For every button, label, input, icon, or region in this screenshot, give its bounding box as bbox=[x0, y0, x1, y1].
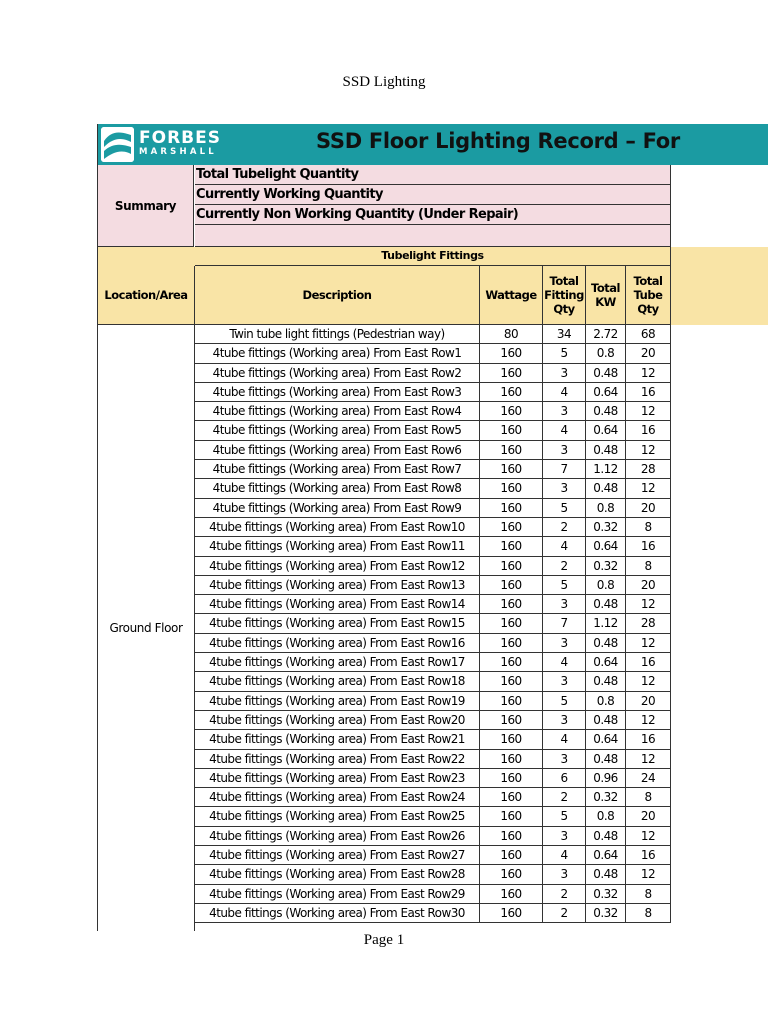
tube-qty-cell: 20 bbox=[626, 576, 671, 594]
tube-qty-cell: 12 bbox=[626, 634, 671, 652]
table-row bbox=[195, 325, 671, 344]
fitting-qty-cell: 5 bbox=[543, 576, 586, 594]
tube-qty-cell: 20 bbox=[626, 807, 671, 825]
kw-cell: 0.32 bbox=[586, 904, 626, 922]
wattage-cell: 160 bbox=[480, 634, 543, 652]
kw-cell: 0.48 bbox=[586, 364, 626, 382]
location-cell: Ground Floor bbox=[98, 325, 195, 931]
tube-qty-cell: 20 bbox=[626, 344, 671, 362]
tube-qty-cell: 12 bbox=[626, 364, 671, 382]
description-cell: 4tube fittings (Working area) From East Row29 bbox=[195, 885, 480, 903]
kw-cell: 0.32 bbox=[586, 557, 626, 575]
table-row bbox=[195, 653, 671, 672]
wattage-cell: 160 bbox=[480, 499, 543, 517]
tube-qty-cell: 12 bbox=[626, 479, 671, 497]
fitting-qty-cell: 2 bbox=[543, 904, 586, 922]
kw-cell: 0.48 bbox=[586, 827, 626, 845]
kw-cell: 0.8 bbox=[586, 692, 626, 710]
tube-qty-cell: 16 bbox=[626, 537, 671, 555]
kw-cell: 0.64 bbox=[586, 421, 626, 439]
wattage-cell: 160 bbox=[480, 692, 543, 710]
table-row bbox=[195, 421, 671, 440]
summary-block bbox=[97, 165, 768, 247]
table-row bbox=[195, 750, 671, 769]
kw-cell: 0.48 bbox=[586, 402, 626, 420]
kw-cell: 2.72 bbox=[586, 325, 626, 343]
description-cell: 4tube fittings (Working area) From East Row26 bbox=[195, 827, 480, 845]
kw-cell: 0.64 bbox=[586, 383, 626, 401]
description-cell: 4tube fittings (Working area) From East Row2 bbox=[195, 364, 480, 382]
tube-qty-cell: 28 bbox=[626, 614, 671, 632]
table-row bbox=[195, 479, 671, 498]
kw-cell: 0.32 bbox=[586, 518, 626, 536]
kw-cell: 0.48 bbox=[586, 750, 626, 768]
kw-cell: 0.48 bbox=[586, 711, 626, 729]
wattage-cell: 160 bbox=[480, 672, 543, 690]
wattage-cell: 160 bbox=[480, 518, 543, 536]
description-cell: 4tube fittings (Working area) From East Row20 bbox=[195, 711, 480, 729]
table-row bbox=[195, 576, 671, 595]
kw-cell: 0.48 bbox=[586, 595, 626, 613]
wattage-cell: 160 bbox=[480, 769, 543, 787]
fitting-qty-cell: 3 bbox=[543, 827, 586, 845]
data-rows bbox=[195, 325, 671, 923]
column-header-fitting-qty bbox=[543, 266, 586, 325]
fitting-qty-cell: 4 bbox=[543, 846, 586, 864]
tube-qty-cell: 16 bbox=[626, 421, 671, 439]
column-header-description: Description bbox=[195, 266, 480, 325]
tube-qty-cell: 8 bbox=[626, 885, 671, 903]
fitting-qty-cell: 5 bbox=[543, 692, 586, 710]
column-header-fitting-qty-line: Total bbox=[549, 274, 579, 288]
fitting-qty-cell: 2 bbox=[543, 788, 586, 806]
tube-qty-cell: 8 bbox=[626, 518, 671, 536]
table-row bbox=[195, 518, 671, 537]
table-row bbox=[195, 557, 671, 576]
description-cell: 4tube fittings (Working area) From East Row9 bbox=[195, 499, 480, 517]
description-cell: 4tube fittings (Working area) From East Row3 bbox=[195, 383, 480, 401]
column-header-row bbox=[97, 266, 768, 325]
table-row bbox=[195, 383, 671, 402]
brand-name-top: FORBES bbox=[139, 128, 221, 148]
table-row bbox=[195, 865, 671, 884]
fitting-qty-cell: 5 bbox=[543, 344, 586, 362]
table-row bbox=[195, 711, 671, 730]
column-header-kw-line: Total bbox=[591, 281, 620, 295]
kw-cell: 0.64 bbox=[586, 846, 626, 864]
page-header: SSD Lighting bbox=[342, 74, 426, 90]
tube-qty-cell: 8 bbox=[626, 557, 671, 575]
fitting-qty-cell: 2 bbox=[543, 557, 586, 575]
tube-qty-cell: 16 bbox=[626, 730, 671, 748]
wattage-cell: 160 bbox=[480, 364, 543, 382]
fitting-qty-cell: 2 bbox=[543, 518, 586, 536]
tube-qty-cell: 12 bbox=[626, 711, 671, 729]
wattage-cell: 160 bbox=[480, 383, 543, 401]
wattage-cell: 160 bbox=[480, 479, 543, 497]
fitting-qty-cell: 5 bbox=[543, 807, 586, 825]
kw-cell: 0.32 bbox=[586, 788, 626, 806]
table-row bbox=[195, 614, 671, 633]
brand-name-bottom: MARSHALL bbox=[139, 147, 217, 157]
fitting-qty-cell: 3 bbox=[543, 479, 586, 497]
column-header-tube-qty bbox=[626, 266, 671, 325]
fitting-qty-cell: 3 bbox=[543, 672, 586, 690]
tube-qty-cell: 12 bbox=[626, 672, 671, 690]
kw-cell: 0.8 bbox=[586, 344, 626, 362]
tube-qty-cell: 12 bbox=[626, 402, 671, 420]
kw-cell: 1.12 bbox=[586, 614, 626, 632]
wattage-cell: 160 bbox=[480, 711, 543, 729]
section-title: Tubelight Fittings bbox=[195, 247, 671, 266]
description-cell: 4tube fittings (Working area) From East Row14 bbox=[195, 595, 480, 613]
description-cell: 4tube fittings (Working area) From East Row6 bbox=[195, 441, 480, 459]
column-header-fitting-qty-line: Qty bbox=[553, 302, 575, 316]
kw-cell: 0.48 bbox=[586, 865, 626, 883]
table-row bbox=[195, 769, 671, 788]
kw-cell: 0.48 bbox=[586, 672, 626, 690]
column-header-location: Location/Area bbox=[98, 266, 195, 325]
description-cell: 4tube fittings (Working area) From East Row21 bbox=[195, 730, 480, 748]
tube-qty-cell: 8 bbox=[626, 788, 671, 806]
table-row bbox=[195, 344, 671, 363]
description-cell: 4tube fittings (Working area) From East Row1 bbox=[195, 344, 480, 362]
fitting-qty-cell: 7 bbox=[543, 614, 586, 632]
column-header-tube-qty-line: Total bbox=[633, 274, 663, 288]
description-cell: 4tube fittings (Working area) From East Row19 bbox=[195, 692, 480, 710]
description-cell: 4tube fittings (Working area) From East Row8 bbox=[195, 479, 480, 497]
description-cell: 4tube fittings (Working area) From East Row23 bbox=[195, 769, 480, 787]
tube-qty-cell: 68 bbox=[626, 325, 671, 343]
fitting-qty-cell: 3 bbox=[543, 750, 586, 768]
table-row bbox=[195, 595, 671, 614]
description-cell: 4tube fittings (Working area) From East Row17 bbox=[195, 653, 480, 671]
wattage-cell: 160 bbox=[480, 344, 543, 362]
summary-rows bbox=[195, 165, 671, 247]
wattage-cell: 160 bbox=[480, 653, 543, 671]
fitting-qty-cell: 4 bbox=[543, 421, 586, 439]
table-row bbox=[195, 807, 671, 826]
wattage-cell: 160 bbox=[480, 576, 543, 594]
tube-qty-cell: 12 bbox=[626, 865, 671, 883]
tube-qty-cell: 12 bbox=[626, 750, 671, 768]
description-cell: 4tube fittings (Working area) From East Row16 bbox=[195, 634, 480, 652]
description-cell: 4tube fittings (Working area) From East Row5 bbox=[195, 421, 480, 439]
fitting-qty-cell: 6 bbox=[543, 769, 586, 787]
tube-qty-cell: 16 bbox=[626, 653, 671, 671]
table-row bbox=[195, 730, 671, 749]
wattage-cell: 160 bbox=[480, 614, 543, 632]
description-cell: 4tube fittings (Working area) From East Row4 bbox=[195, 402, 480, 420]
description-cell: 4tube fittings (Working area) From East Row10 bbox=[195, 518, 480, 536]
kw-cell: 0.48 bbox=[586, 441, 626, 459]
table-row bbox=[195, 537, 671, 556]
fitting-qty-cell: 3 bbox=[543, 865, 586, 883]
wattage-cell: 160 bbox=[480, 865, 543, 883]
wattage-cell: 160 bbox=[480, 557, 543, 575]
fitting-qty-cell: 2 bbox=[543, 885, 586, 903]
fitting-qty-cell: 3 bbox=[543, 595, 586, 613]
wattage-cell: 160 bbox=[480, 421, 543, 439]
brand-wordmark bbox=[139, 130, 221, 158]
kw-cell: 0.48 bbox=[586, 634, 626, 652]
kw-cell: 0.64 bbox=[586, 653, 626, 671]
table-row bbox=[195, 846, 671, 865]
kw-cell: 0.8 bbox=[586, 576, 626, 594]
column-header-kw-line: KW bbox=[595, 295, 616, 309]
kw-cell: 0.8 bbox=[586, 499, 626, 517]
wattage-cell: 160 bbox=[480, 730, 543, 748]
fitting-qty-cell: 4 bbox=[543, 537, 586, 555]
fitting-qty-cell: 3 bbox=[543, 364, 586, 382]
fitting-qty-cell: 4 bbox=[543, 653, 586, 671]
table-row bbox=[195, 499, 671, 518]
wattage-cell: 160 bbox=[480, 537, 543, 555]
table-row bbox=[195, 634, 671, 653]
description-cell: 4tube fittings (Working area) From East Row22 bbox=[195, 750, 480, 768]
wattage-cell: 160 bbox=[480, 807, 543, 825]
kw-cell: 0.48 bbox=[586, 479, 626, 497]
table-row bbox=[195, 672, 671, 691]
column-header-tube-qty-line: Tube bbox=[633, 288, 663, 302]
lighting-record-sheet bbox=[97, 124, 768, 931]
column-header-tube-qty-line: Qty bbox=[637, 302, 659, 316]
description-cell: 4tube fittings (Working area) From East Row27 bbox=[195, 846, 480, 864]
fitting-qty-cell: 4 bbox=[543, 383, 586, 401]
summary-row-blank bbox=[195, 225, 671, 247]
tube-qty-cell: 28 bbox=[626, 460, 671, 478]
fitting-qty-cell: 7 bbox=[543, 460, 586, 478]
summary-row-total: Total Tubelight Quantity bbox=[195, 165, 671, 185]
wattage-cell: 160 bbox=[480, 402, 543, 420]
fitting-qty-cell: 5 bbox=[543, 499, 586, 517]
fitting-qty-cell: 3 bbox=[543, 441, 586, 459]
table-row bbox=[195, 885, 671, 904]
wattage-cell: 160 bbox=[480, 750, 543, 768]
table-row bbox=[195, 904, 671, 923]
description-cell: 4tube fittings (Working area) From East Row18 bbox=[195, 672, 480, 690]
description-cell: 4tube fittings (Working area) From East Row28 bbox=[195, 865, 480, 883]
wattage-cell: 160 bbox=[480, 885, 543, 903]
column-header-wattage: Wattage bbox=[480, 266, 543, 325]
table-row bbox=[195, 460, 671, 479]
tube-qty-cell: 12 bbox=[626, 827, 671, 845]
table-body bbox=[97, 325, 768, 931]
summary-label: Summary bbox=[98, 165, 194, 247]
wattage-cell: 160 bbox=[480, 827, 543, 845]
wattage-cell: 160 bbox=[480, 595, 543, 613]
forbes-marshall-logo-icon bbox=[101, 127, 134, 162]
description-cell: 4tube fittings (Working area) From East Row15 bbox=[195, 614, 480, 632]
fitting-qty-cell: 3 bbox=[543, 711, 586, 729]
table-row bbox=[195, 788, 671, 807]
description-cell: 4tube fittings (Working area) From East Row24 bbox=[195, 788, 480, 806]
fitting-qty-cell: 4 bbox=[543, 730, 586, 748]
description-cell: Twin tube light fittings (Pedestrian way) bbox=[195, 325, 480, 343]
table-row bbox=[195, 402, 671, 421]
page-title: SSD Floor Lighting Record – For bbox=[316, 129, 680, 153]
tube-qty-cell: 12 bbox=[626, 595, 671, 613]
wattage-cell: 160 bbox=[480, 441, 543, 459]
summary-row-working: Currently Working Quantity bbox=[195, 185, 671, 205]
wattage-cell: 160 bbox=[480, 788, 543, 806]
kw-cell: 0.8 bbox=[586, 807, 626, 825]
fitting-qty-cell: 3 bbox=[543, 634, 586, 652]
fitting-qty-cell: 3 bbox=[543, 402, 586, 420]
tube-qty-cell: 20 bbox=[626, 499, 671, 517]
page-footer: Page 1 bbox=[363, 932, 405, 948]
table-row bbox=[195, 827, 671, 846]
fitting-qty-cell: 34 bbox=[543, 325, 586, 343]
summary-row-non-working: Currently Non Working Quantity (Under Repair) bbox=[195, 205, 671, 225]
kw-cell: 1.12 bbox=[586, 460, 626, 478]
kw-cell: 0.32 bbox=[586, 885, 626, 903]
tube-qty-cell: 20 bbox=[626, 692, 671, 710]
kw-cell: 0.96 bbox=[586, 769, 626, 787]
wattage-cell: 160 bbox=[480, 460, 543, 478]
tube-qty-cell: 24 bbox=[626, 769, 671, 787]
description-cell: 4tube fittings (Working area) From East Row7 bbox=[195, 460, 480, 478]
description-cell: 4tube fittings (Working area) From East Row30 bbox=[195, 904, 480, 922]
column-header-fitting-qty-line: Fitting bbox=[544, 288, 584, 302]
tube-qty-cell: 12 bbox=[626, 441, 671, 459]
description-cell: 4tube fittings (Working area) From East Row12 bbox=[195, 557, 480, 575]
wattage-cell: 160 bbox=[480, 904, 543, 922]
tube-qty-cell: 8 bbox=[626, 904, 671, 922]
kw-cell: 0.64 bbox=[586, 730, 626, 748]
column-header-kw bbox=[586, 266, 626, 325]
wattage-cell: 160 bbox=[480, 846, 543, 864]
table-row bbox=[195, 692, 671, 711]
kw-cell: 0.64 bbox=[586, 537, 626, 555]
description-cell: 4tube fittings (Working area) From East Row25 bbox=[195, 807, 480, 825]
description-cell: 4tube fittings (Working area) From East Row11 bbox=[195, 537, 480, 555]
table-row bbox=[195, 441, 671, 460]
title-bar bbox=[97, 124, 768, 165]
tube-qty-cell: 16 bbox=[626, 846, 671, 864]
wattage-cell: 80 bbox=[480, 325, 543, 343]
description-cell: 4tube fittings (Working area) From East Row13 bbox=[195, 576, 480, 594]
tube-qty-cell: 16 bbox=[626, 383, 671, 401]
section-bar bbox=[97, 247, 768, 266]
table-row bbox=[195, 364, 671, 383]
